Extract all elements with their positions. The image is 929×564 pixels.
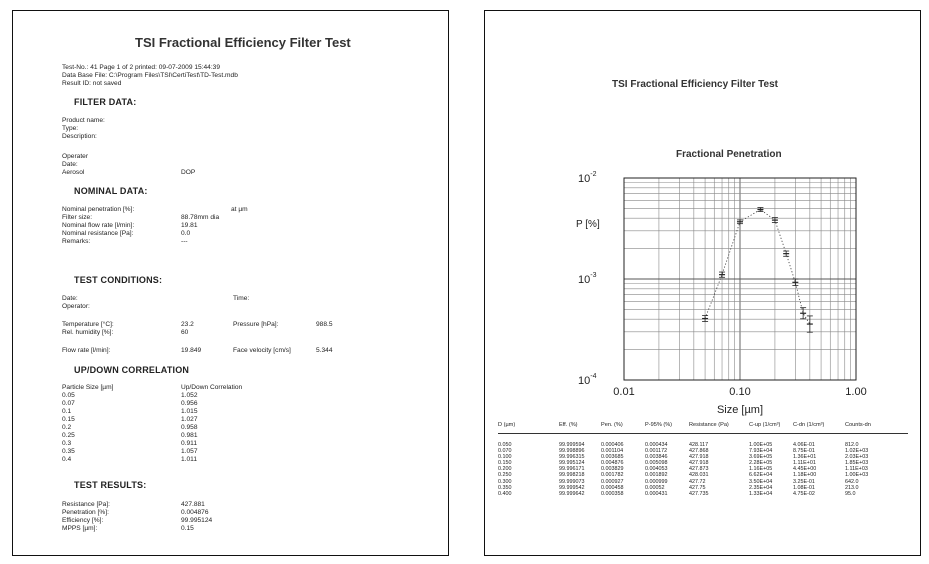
table-cell: 0.000406 [601, 442, 624, 448]
y-tick-label: $10^{-4}$ [578, 373, 597, 387]
nominal-flow-value: 19.81 [181, 222, 198, 229]
table-cell: 0.350 [498, 484, 512, 491]
list-item: 1.011 [181, 456, 198, 463]
table-cell: 0.100 [498, 454, 512, 461]
mpps-value: 0.15 [181, 525, 194, 532]
table-cell: 1.16E+05 [749, 466, 773, 473]
tc-date-label: Date: [62, 295, 78, 302]
table-cell: 0.000999 [645, 478, 668, 485]
table-cell: Pen. (%) [601, 422, 623, 428]
table-cell: 0.003685 [601, 454, 624, 461]
product-name-label: Product name: [62, 117, 105, 124]
x-tick-label: 1.00 [845, 386, 867, 398]
table-cell: 7.93E+04 [749, 448, 773, 455]
penetration-label: Penetration [%]: [62, 509, 109, 516]
efficiency-value: 99.995124 [181, 517, 213, 524]
list-item: 1.052 [181, 392, 198, 399]
date-label: Date: [62, 161, 78, 168]
table-cell: 0.003829 [601, 466, 624, 473]
nominal-resistance-label: Nominal resistance [Pa]: [62, 230, 134, 237]
report-page-2 [484, 10, 921, 556]
table-cell: 3.50E+04 [749, 478, 773, 485]
results-values [181, 501, 212, 533]
mpps-label: MPPS [µm]: [62, 525, 98, 532]
table-cell: 428.117 [689, 442, 709, 448]
filter-size-label: Filter size: [62, 214, 93, 221]
table-cell: 0.070 [498, 448, 512, 455]
penetration-value: 0.004876 [181, 509, 209, 516]
table-cell: 1.02E+03 [845, 448, 869, 455]
table-cell: 99.998896 [559, 448, 585, 455]
report-title: TSI Fractional Efficiency Filter Test [135, 35, 351, 50]
filter-data-labels-a [62, 117, 105, 141]
table-cell: 0.000434 [645, 442, 668, 448]
list-item: 0.1 [62, 408, 72, 415]
table-cell: C-dn (1/cm³) [793, 422, 825, 428]
table-cell: 427.918 [689, 460, 709, 467]
table-cell: 427.873 [689, 466, 709, 473]
y-tick-label: $10^{-2}$ [578, 171, 597, 185]
table-cell: 99.999642 [559, 490, 585, 497]
resistance-value: 427.881 [181, 501, 205, 508]
table-cell: 8.75E-01 [793, 448, 815, 455]
table-cell: 4.06E-01 [793, 442, 815, 448]
table-header-row [498, 422, 918, 432]
table-cell: 2.28E+05 [749, 460, 773, 467]
list-item: 0.956 [181, 400, 198, 407]
table-cell: 1.00E+05 [749, 442, 773, 448]
table-cell: 213.0 [845, 484, 859, 491]
particle-size-header: Particle Size [µm] [62, 384, 114, 391]
table-cell: 0.004053 [645, 466, 668, 473]
table-cell: 99.999073 [559, 478, 585, 485]
table-cell: D (µm) [498, 422, 516, 428]
table-cell: 0.004876 [601, 460, 624, 467]
table-cell: 6.62E+04 [749, 472, 773, 479]
chart-title: Fractional Penetration [676, 149, 782, 160]
table-cell: 1.08E-01 [793, 484, 815, 491]
table-cell: 3.25E-01 [793, 478, 815, 485]
table-cell: 0.001782 [601, 472, 624, 479]
correlation-header: Up/Down Correlation [181, 384, 243, 391]
description-label: Description: [62, 133, 97, 140]
pressure-value: 988.5 [316, 321, 333, 328]
operator-label: Operater [62, 153, 89, 160]
test-number-line: Test-No.: 41 Page 1 of 2 printed: 09-07-2009 15:44:39 [62, 64, 220, 71]
table-cell: 0.000927 [601, 478, 624, 485]
resistance-label: Resistance [Pa]: [62, 501, 111, 508]
table-cell: 99.998218 [559, 472, 585, 479]
table-cell: 427.868 [689, 448, 709, 455]
table-cell: 642.0 [845, 478, 859, 485]
face-velocity-value: 5.344 [316, 347, 333, 354]
table-row [498, 491, 918, 497]
filter-size-value: 88.78mm dia [181, 214, 220, 221]
report-page-1 [12, 10, 449, 556]
aerosol-label: Aerosol [62, 169, 85, 176]
table-cell: 0.250 [498, 472, 512, 479]
table-cell: 99.999594 [559, 442, 585, 448]
nominal-data-labels [62, 206, 134, 246]
table-cell: 1.11E+03 [845, 466, 868, 473]
table-cell: 0.001104 [601, 448, 624, 455]
table-cell: 0.001892 [645, 472, 668, 479]
results-table [498, 422, 918, 497]
table-cell: 0.003846 [645, 454, 668, 461]
table-cell: 0.150 [498, 460, 512, 467]
tc-time-label: Time: [233, 295, 250, 302]
table-cell: 4.45E+00 [793, 466, 817, 473]
list-item: 0.35 [62, 448, 75, 455]
table-cell: 0.00052 [645, 484, 665, 491]
humidity-label: Rel. humidity [%]: [62, 329, 114, 336]
table-cell: 812.0 [845, 442, 859, 448]
table-cell: 1.18E+00 [793, 472, 817, 479]
table-cell: 1.85E+03 [845, 460, 869, 467]
table-cell: C-up (1/cm³) [749, 422, 781, 428]
correlation-list [181, 392, 198, 464]
table-cell: 1.33E+04 [749, 490, 773, 497]
temperature-value: 23.2 [181, 321, 194, 328]
fit-curve [705, 210, 810, 325]
table-cell: Counts-dn [845, 422, 871, 428]
nominal-flow-label: Nominal flow rate [l/min]: [62, 222, 135, 229]
tc-operator-label: Operator: [62, 303, 90, 310]
table-cell: 0.050 [498, 442, 512, 448]
list-item: 0.3 [62, 440, 72, 447]
nominal-penetration-value [181, 206, 219, 214]
list-item: 0.958 [181, 424, 198, 431]
x-tick-label: 0.01 [613, 386, 635, 398]
correlation-heading: UP/DOWN CORRELATION [74, 365, 190, 375]
test-conditions-heading: TEST CONDITIONS: [74, 275, 163, 285]
table-cell: 99.996171 [559, 466, 585, 473]
x-tick-label: 0.10 [729, 386, 751, 398]
list-item: 0.05 [62, 392, 75, 399]
remarks-label: Remarks: [62, 238, 91, 245]
table-cell: P-95% (%) [645, 422, 673, 428]
report-title-2: TSI Fractional Efficiency Filter Test [612, 79, 778, 90]
aerosol-value: DOP [181, 169, 196, 176]
list-item: 1.027 [181, 416, 198, 423]
efficiency-label: Efficiency [%]: [62, 517, 104, 524]
database-file-line: Data Base File: C:\Program Files\TSI\CertiTest\TD-Test.mdb [62, 72, 238, 79]
list-item: 0.25 [62, 432, 75, 439]
flow-rate-label: Flow rate [l/min]: [62, 347, 111, 354]
table-rule [498, 433, 908, 434]
result-id-line: Result ID: not saved [62, 80, 122, 87]
table-cell: 3.69E+05 [749, 454, 773, 461]
penetration-unit: at µm [231, 206, 248, 213]
results-labels [62, 501, 110, 533]
temperature-label: Temperature [°C]: [62, 321, 114, 328]
table-cell: 1.11E+01 [793, 460, 816, 467]
table-cell: 95.0 [845, 490, 856, 497]
x-axis-label: Size [µm] [716, 404, 764, 416]
table-cell: Eff. (%) [559, 422, 578, 428]
test-results-heading: TEST RESULTS: [74, 480, 147, 490]
type-label: Type: [62, 125, 79, 132]
list-item: 0.981 [181, 432, 198, 439]
table-cell: 0.200 [498, 466, 512, 473]
list-item: 0.4 [62, 456, 72, 463]
nominal-penetration-label: Nominal penetration [%]: [62, 206, 135, 213]
face-velocity-label: Face velocity [cm/s] [233, 347, 291, 354]
filter-data-heading: FILTER DATA: [74, 97, 137, 107]
nominal-data-values [181, 206, 219, 246]
table-cell: 0.000458 [601, 484, 624, 491]
table-cell: 99.995124 [559, 460, 585, 467]
table-cell: 1.00E+03 [845, 472, 869, 479]
table-cell: 2.35E+04 [749, 484, 773, 491]
filter-data-labels-b [62, 153, 88, 177]
table-cell: 427.918 [689, 454, 709, 461]
table-cell: 427.735 [689, 490, 709, 497]
table-cell: 0.001172 [645, 448, 668, 455]
header-info [62, 64, 238, 88]
list-item: 0.15 [62, 416, 75, 423]
table-cell: 0.300 [498, 478, 512, 485]
table-cell: 427.75 [689, 484, 706, 491]
y-tick-label: $10^{-3}$ [578, 272, 597, 286]
table-cell: Resistance (Pa) [689, 422, 729, 428]
list-item: 1.015 [181, 408, 198, 415]
table-cell: 428.031 [689, 472, 709, 479]
nominal-data-heading: NOMINAL DATA: [74, 186, 148, 196]
list-item: 1.057 [181, 448, 198, 455]
humidity-value: 60 [181, 329, 189, 336]
remarks-value: --- [181, 238, 188, 245]
table-cell: 99.999542 [559, 484, 585, 491]
pressure-label: Pressure [hPa]: [233, 321, 279, 328]
list-item: 0.07 [62, 400, 75, 407]
table-cell: 1.36E+01 [793, 454, 817, 461]
table-cell: 0.000358 [601, 490, 624, 497]
list-item: 0.2 [62, 424, 72, 431]
table-cell: 427.72 [689, 478, 706, 485]
table-cell: 4.75E-02 [793, 490, 815, 497]
list-item: 0.911 [181, 440, 198, 447]
table-cell: 0.005098 [645, 460, 668, 467]
flow-rate-value: 19.849 [181, 347, 202, 354]
table-cell: 2.03E+03 [845, 454, 869, 461]
nominal-resistance-value: 0.0 [181, 230, 191, 237]
table-cell: 99.996315 [559, 454, 585, 461]
table-cell: 0.400 [498, 490, 512, 497]
table-cell: 0.000431 [645, 490, 668, 497]
particle-size-list [62, 392, 75, 464]
y-axis-label: P [%] [576, 219, 600, 230]
